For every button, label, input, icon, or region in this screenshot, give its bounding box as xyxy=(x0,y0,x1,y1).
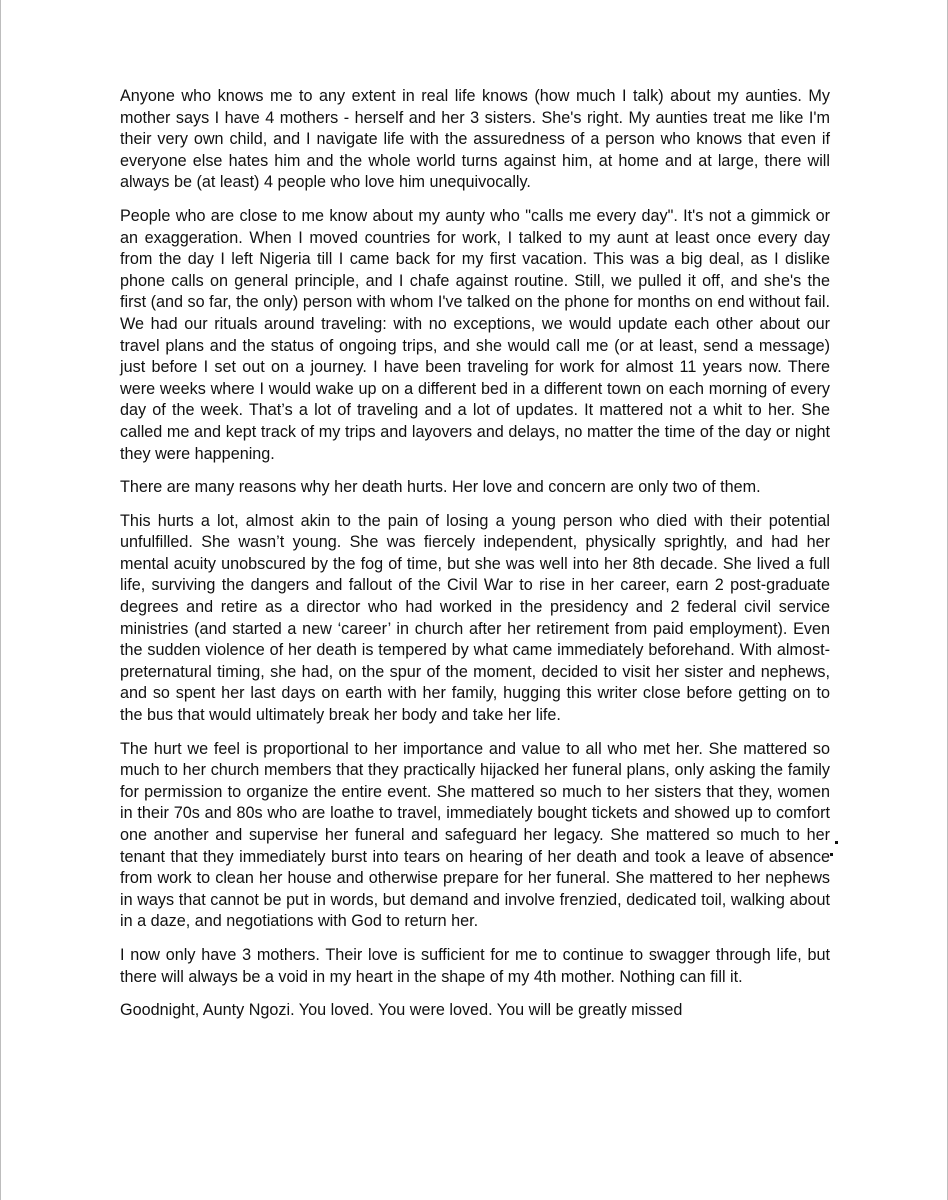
paragraph-importance: The hurt we feel is proportional to her importance and value to all who met her. She mattered so much to her church members that they practically hijacked her funeral plans, only asking the family for permission to organize the entire event. She mattered so much to her sisters that they, women in their 70s and 80s who are loathe to travel, immediately bought tickets and showed up to comfort one another and supervise her funeral and safeguard her legacy. She mattered so much to her tenant that they immediately burst into tears on hearing of her death and took a leave of absence from work to clean her house and otherwise prepare for her funeral. She mattered to her nephews in ways that cannot be put in words, but demand and involve frenzied, dedicated toil, walking about in a daze, and negotiations with God to return her. xyxy=(120,739,830,931)
paragraph-three-mothers: I now only have 3 mothers. Their love is sufficient for me to continue to swagger through life, but there will always be a void in my heart in the shape of my 4th mother. Nothing can fill it. xyxy=(120,945,830,986)
paragraph-aunties-intro: Anyone who knows me to any extent in real life knows (how much I talk) about my aunties. My mother says I have 4 mothers - herself and her 3 sisters. She's right. My aunties treat me like I'm their very own child, and I navigate life with the assuredness of a person who knows that even if everyone else hates him and the whole world turns against him, at home and at large, there will always be (at least) 4 people who love him unequivocally. xyxy=(120,87,830,192)
paragraph-reasons: There are many reasons why her death hurts. Her love and concern are only two of them. xyxy=(120,478,761,497)
scan-speck xyxy=(835,841,838,844)
document-body xyxy=(120,86,830,1034)
scan-speck xyxy=(830,853,833,856)
paragraph-full-life: This hurts a lot, almost akin to the pain of losing a young person who died with their potential unfulfilled. She wasn’t young. She was fiercely independent, physically sprightly, and had her mental acuity unobscured by the fog of time, but she was well into her 8th decade. She lived a full life, surviving the dangers and fallout of the Civil War to rise in her career, earn 2 post-graduate degrees and retire as a director who had worked in the presidency and 2 federal civil service ministries (and started a new ‘career’ in church after her retirement from paid employment). Even the sudden violence of her death is tempered by what came immediately beforehand. With almost-preternatural timing, she had, on the spur of the moment, decided to visit her sister and nephews, and so spent her last days on earth with her family, hugging this writer close before getting on to the bus that would ultimately break her body and take her life. xyxy=(120,511,830,725)
paragraph-goodnight: Goodnight, Aunty Ngozi. You loved. You were loved. You will be greatly missed xyxy=(120,1001,683,1020)
paragraph-calls-every-day: People who are close to me know about my aunty who "calls me every day". It's not a gimmick or an exaggeration. When I moved countries for work, I talked to my aunt at least once every day from the day I left Nigeria till I came back for my first vacation. This was a big deal, as I dislike phone calls on general principle, and I chafe against routine. Still, we pulled it off, and she's the first (and so far, the only) person with whom I've talked on the phone for months on end without fail. We had our rituals around traveling: with no exceptions, we would update each other about our travel plans and the status of ongoing trips, and she would call me (or at least, send a message) just before I set out on a journey. I have been traveling for work for almost 11 years now. There were weeks where I would wake up on a different bed in a different town on each morning of every day of the week. That’s a lot of traveling and a lot of updates. It mattered not a whit to her. She called me and kept track of my trips and layovers and delays, no matter the time of the day or night they were happening. xyxy=(120,206,830,463)
